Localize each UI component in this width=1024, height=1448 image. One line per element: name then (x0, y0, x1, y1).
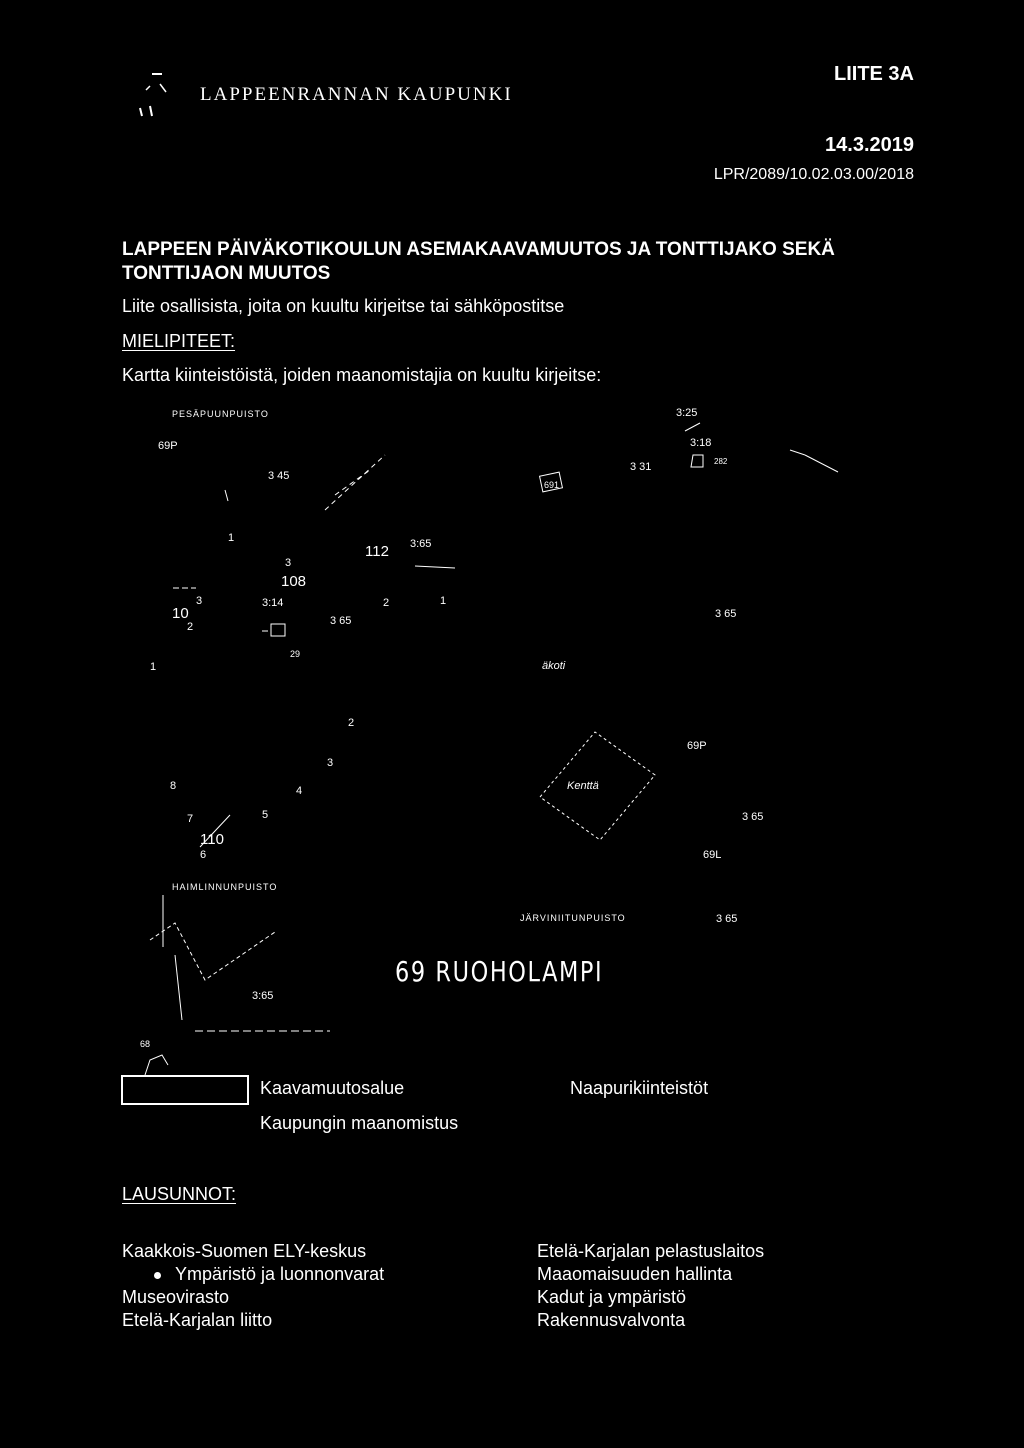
parcel-112: 112 (365, 543, 389, 560)
parcel-691: 691 (544, 480, 560, 490)
parcel-365-a: 3:65 (410, 538, 432, 550)
org-name: LAPPEENRANNAN KAUPUNKI (200, 84, 513, 105)
legend-zone-label: Kaavamuutosalue (260, 1078, 405, 1098)
statements-right-column (537, 1240, 764, 1332)
statement-rakennusvalvonta: Rakennusvalvonta (537, 1310, 686, 1330)
statement-ely-sub (122, 1263, 384, 1286)
parcel-1-b: 1 (440, 595, 447, 607)
parcel-10: 10 (172, 605, 189, 622)
parcel-365-e: 3 65 (716, 913, 738, 925)
statements-heading: LAUSUNNOT: (122, 1184, 237, 1204)
legend-neighbors-label: Naapurikiinteistöt (570, 1078, 709, 1098)
label-akoti: äkoti (542, 660, 566, 672)
title-line-2: TONTTIJAON MUUTOS (122, 263, 331, 284)
parcel-2-b: 2 (383, 597, 390, 609)
parcel-8: 8 (170, 780, 177, 792)
statement-ely-sub-label: Ympäristö ja luonnonvarat (175, 1264, 385, 1284)
parcel-108: 108 (281, 573, 307, 590)
parcel-1-a: 1 (228, 532, 235, 544)
parcel-318: 3:18 (690, 437, 712, 449)
statement-ek-liitto: Etelä-Karjalan liitto (122, 1310, 273, 1330)
parcel-331: 3 31 (630, 461, 652, 473)
label-jarviniitunpuisto: JÄRVINIITUNPUISTO (520, 913, 626, 923)
parcel-2-a: 2 (187, 621, 194, 633)
parcel-6: 6 (200, 849, 207, 861)
parcel-3-b: 3 (196, 595, 203, 607)
map-caption: Kartta kiinteistöistä, joiden maanomistajia on kuultu kirjeitse: (122, 365, 602, 385)
parcel-69p-a: 69P (158, 440, 178, 452)
parcel-69p-b: 69P (687, 740, 707, 752)
parcel-314: 3:14 (262, 597, 284, 609)
parcel-68: 68 (140, 1039, 151, 1049)
parcel-345: 3 45 (268, 470, 290, 482)
label-kentta: Kenttä (567, 780, 599, 792)
parcel-69l: 69L (703, 849, 722, 861)
parcel-365-b: 3 65 (330, 615, 352, 627)
parcel-365-f: 3:65 (252, 990, 274, 1002)
statement-pelastuslaitos: Etelä-Karjalan pelastuslaitos (537, 1241, 765, 1261)
parcel-282: 282 (714, 457, 728, 466)
parcel-2-c: 2 (348, 717, 355, 729)
property-map (0, 395, 1024, 1085)
statements-left-column (122, 1240, 384, 1332)
title-line-1: LAPPEEN PÄIVÄKOTIKOULUN ASEMAKAAVAMUUTOS JA TONTTIJAKO SEKÄ (122, 239, 835, 260)
parcel-1-c: 1 (150, 661, 157, 673)
parcel-365-d: 3 65 (742, 811, 764, 823)
appendix-label: LIITE 3A (833, 63, 914, 85)
city-logo (138, 68, 178, 118)
parcel-29: 29 (290, 649, 301, 659)
opinions-heading: MIELIPITEET: (122, 331, 236, 351)
legend-city-ownership-label: Kaupungin maanomistus (260, 1113, 459, 1133)
statement-kadut: Kadut ja ympäristö (537, 1287, 687, 1307)
parcel-5: 5 (262, 809, 269, 821)
parcel-3-c: 3 (327, 757, 334, 769)
statement-maaomaisuus: Maaomaisuuden hallinta (537, 1264, 733, 1284)
statement-museovirasto: Museovirasto (122, 1287, 230, 1307)
label-ruoholampi: 69 RUOHOLAMPI (395, 955, 604, 988)
parcel-325: 3:25 (676, 407, 698, 419)
parcel-3: 3 (285, 557, 292, 569)
parcel-7: 7 (187, 813, 194, 825)
label-haimlinnunpuisto: HAIMLINNUNPUISTO (172, 882, 278, 892)
document-date: 14.3.2019 (825, 134, 914, 156)
parcel-110: 110 (200, 831, 224, 848)
document-title (122, 238, 922, 286)
parcel-4: 4 (296, 785, 303, 797)
label-pesapuunpuisto: PESÄPUUNPUISTO (172, 409, 269, 419)
intro-text: Liite osallisista, joita on kuultu kirjeitse tai sähköpostitse (122, 296, 565, 316)
statement-ely-keskus: Kaakkois-Suomen ELY-keskus (122, 1241, 367, 1261)
bullet-icon (154, 1272, 161, 1279)
legend-zone-swatch (121, 1075, 249, 1105)
parcel-365-c: 3 65 (715, 608, 737, 620)
document-reference: LPR/2089/10.02.03.00/2018 (713, 166, 914, 183)
